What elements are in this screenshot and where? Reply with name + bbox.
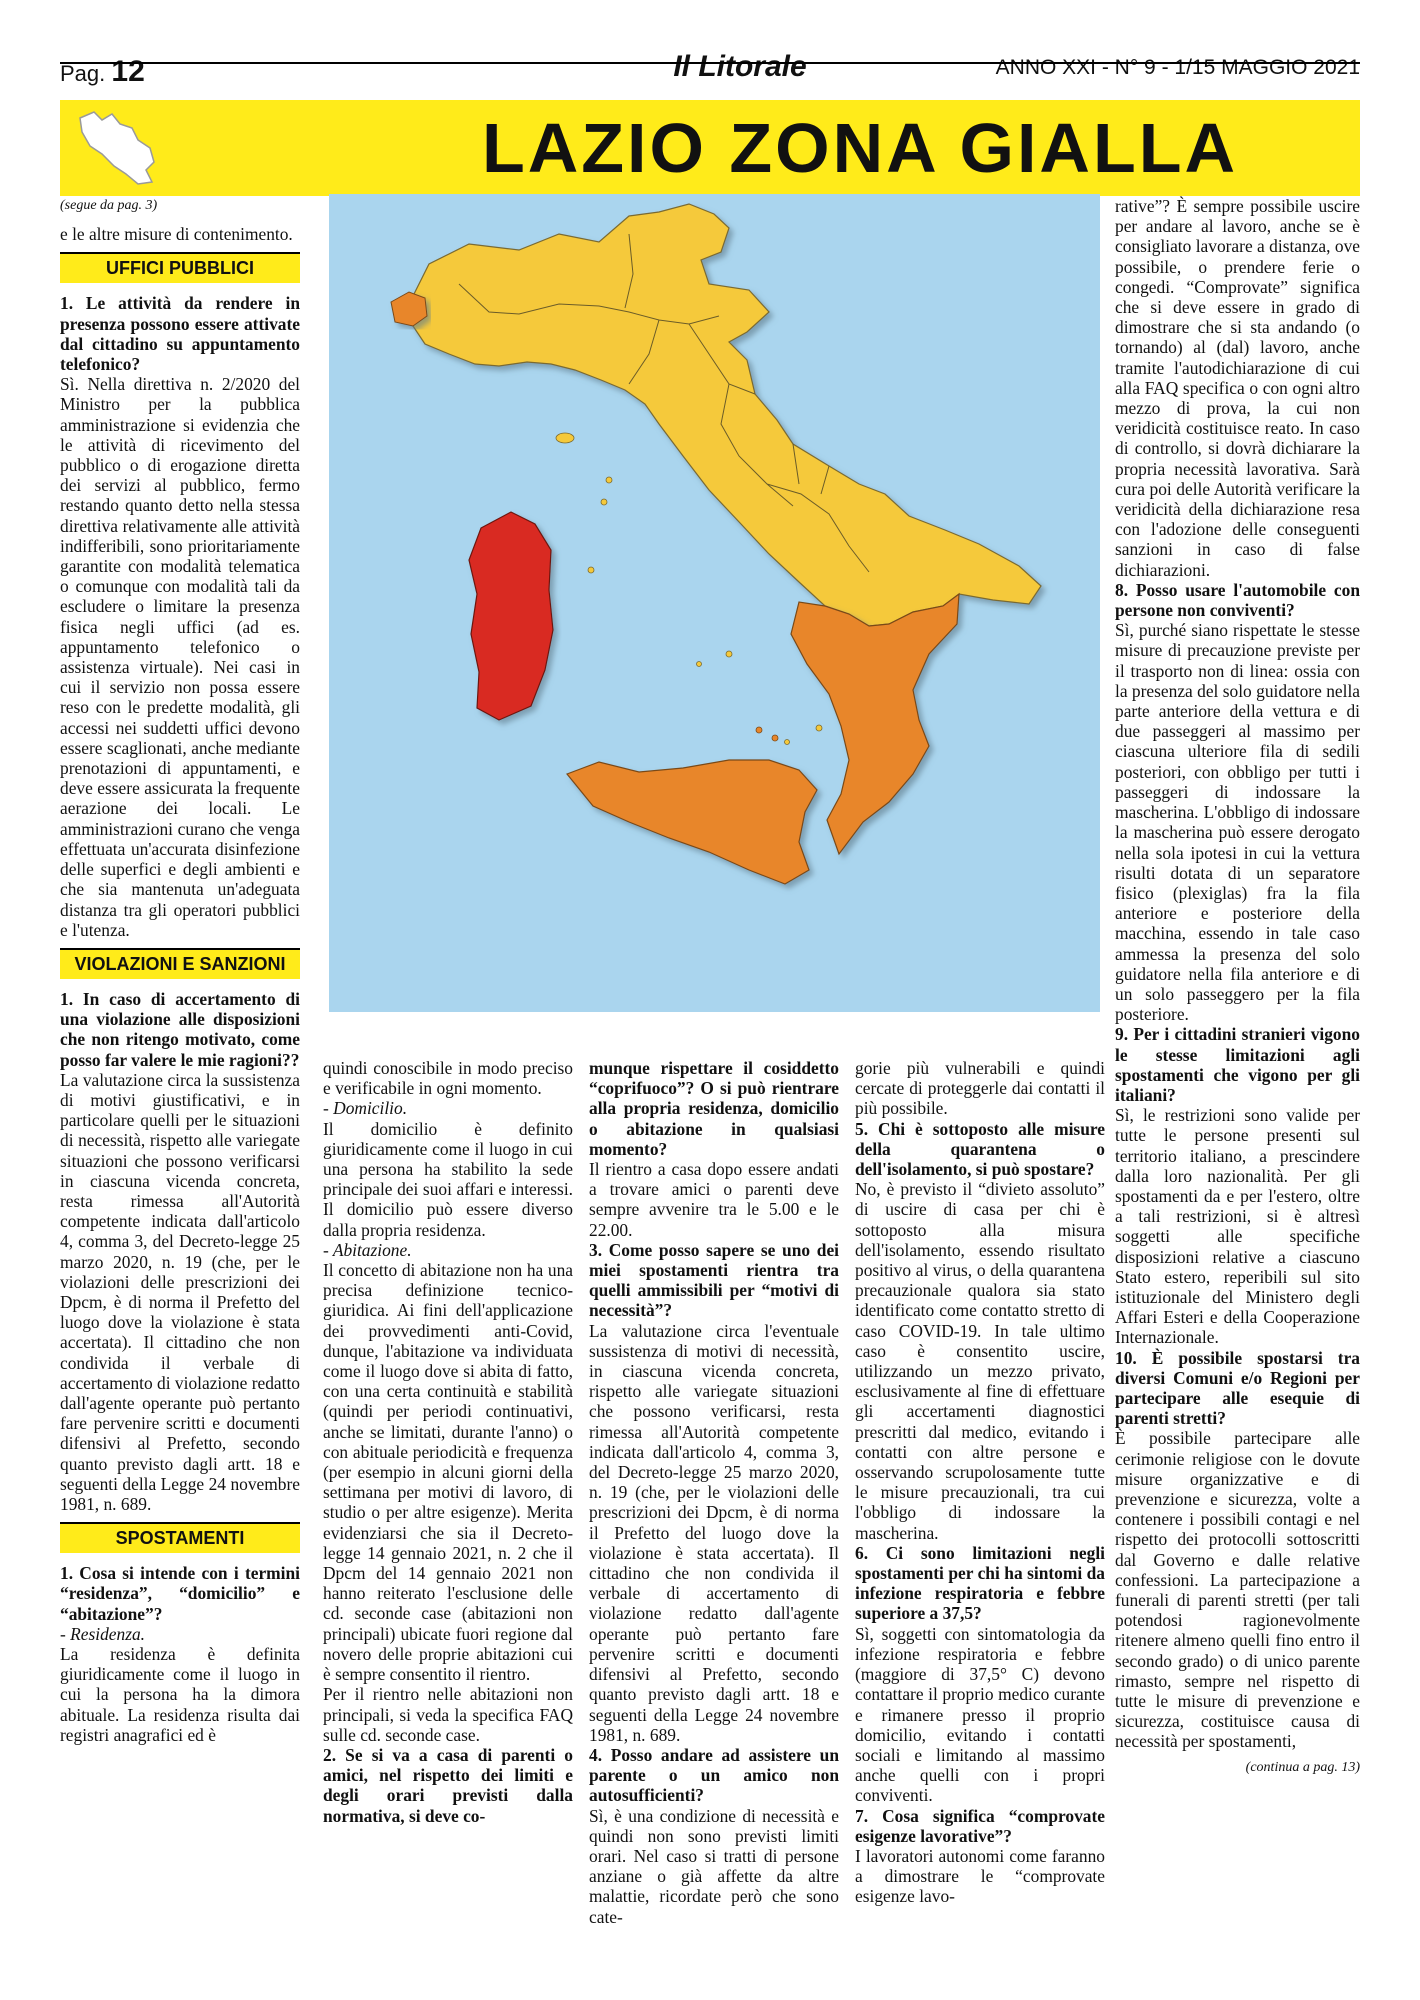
paragraph: e le altre misure di contenimento. [60,224,293,245]
continues-on: (continua a pag. 13) [1245,1759,1360,1775]
column-2 [323,1058,573,1826]
south-orange-zone [791,594,959,854]
answer-text: La valutazione circa la sussistenza di motivi giustificativi, e in particolare quelli per le situazioni di necessità, rispetto alle variegate situazioni che possono verificarsi in ciascuna vicenda concreta, resta rimessa all'Autorità competente indicata dall'articolo 4, comma 3, del Decreto-legge 25 marzo 2020, n. 19 (che, per le violazioni delle prescrizioni dei Dpcm, è di norma il Prefetto del luogo dove la violazione è stata accertata). Il cittadino che non condivida il verbale di accertamento di violazione redatto dall'agente operante può pertanto fare pervenire scritti e documenti difensivi al Prefetto, secondo quanto previsto dagli artt. 18 e seguenti della Legge 24 novembre 1981, n. 689. [60,1069,300,1514]
column-4 [855,1058,1105,1907]
answer-text: È possibile partecipare alle cerimonie religiose con le dovute misure organizzative e di prevenzione e sicurezza, volte a contenere i possibili contagi e nel rispetto dei protocolli sottoscritti dal Governo e dalle relative confessioni. La partecipazione a funerali di parenti stretti (per tali potendosi ragionevolmente ritenere almeno quelli fino entro il secondo grado) o di unico parente rimasto, sempre nel rispetto di tutte le misure di prevenzione e sicurezza, costituisce causa di necessità per spostamenti, [1115,1428,1360,1752]
page-number [60,55,145,89]
question-heading: 4. Posso andare ad assistere un parente o un amico non autosufficienti? [589,1744,839,1806]
tiny-orange-islands [756,727,778,741]
section-violazioni-sanzioni: VIOLAZIONI E SANZIONI [60,948,300,979]
question-heading: 2. Se si va a casa di parenti o amici, nel rispetto dei limiti e degli orari previsti dalla normativa, si deve co- [323,1744,573,1826]
answer-text: Sì, purché siano rispettate le stesse misure di precauzione previste per il trasporto non di linea: ossia con la presenza del solo guidatore nella parte anteriore della vettura e di due passeggeri al massimo per ciascuna ulteriore fila di sedili posteriori, con obbligo per tutti i passeggeri di indossare la mascherina. L'obbligo di indossare la mascherina può essere derogato nella sola ipotesi in cui la vettura risulti dotata di un separatore fisico (plexiglas) fra la fila anteriore e posteriore della macchina, essendo in tale caso ammessa la presenza del solo guidatore nella fila anteriore e di un solo passeggero per la fila posteriore. [1115,620,1360,1025]
subheading: - Abitazione. [323,1239,412,1260]
answer-text: Sì, soggetti con sintomatologia da infezione respiratoria e febbre (maggiore di 37,5° C) devono contattare il proprio medico curante e rimanere presso il proprio domicilio, evitando i contatti sociali e limitando al massimo anche quelli con i propri conviventi. [855,1623,1105,1806]
lazio-region-icon [68,108,160,188]
answer-text: Sì, è una condizione di necessità e quindi non sono previsti limiti orari. Nel caso si tratti di persone anziane o già affette da altre malattie, ricordate però che sono cate- [589,1805,839,1927]
question-heading: 8. Posso usare l'automobile con persone non conviventi? [1115,579,1360,621]
answer-text: I lavoratori autonomi come faranno a dimostrare le “comprovate esigenze lavo- [855,1845,1105,1907]
subheading: - Domicilio. [323,1098,408,1119]
column-3 [589,1058,839,1927]
paragraph: Il domicilio è definito giuridicamente come il luogo in cui una persona ha stabilito la sede principale dei suoi affari e interessi. Il domicilio può essere diverso dalla propria residenza. [323,1118,573,1240]
answer-text: La residenza è definita giuridicamente come il luogo in cui la persona ha la dimora abituale. La residenza risulta dai registri anagrafici ed è [60,1644,300,1745]
paragraph: rative”? È sempre possibile uscire per andare al lavoro, anche se è consigliato lavorare a distanza, ove possibile, o prendere ferie o congedi. “Comprovate” significa che si deve essere in grado di dimostrare che si sta andando (o tornando) al (dal) lavoro, anche tramite l'autodichiarazione di cui alla FAQ specifica o con ogni altro mezzo di prova, la cui non veridicità costituisce reato. In caso di controllo, si dovrà dichiarare la propria necessità lavorativa. Sarà cura poi delle Autorità verificare la veridicità della dichiarazione resa con l'adozione delle conseguenti sanzioni in caso di false dichiarazioni. [1115,196,1360,580]
question-heading: 1. In caso di accertamento di una violazione alle disposizioni che non ritengo motivato, come posso far valere le mie ragioni?? [60,988,300,1070]
page-number-value: 12 [111,55,145,88]
newspaper-name: Il Litorale [673,50,807,83]
section-uffici-pubblici: UFFICI PUBBLICI [60,252,300,283]
answer-text: No, è previsto il “divieto assoluto” di uscire di casa per chi è sottoposto alla misura dell'isolamento, essendo risultato positivo al virus, o della quarantena precauzionale qualora sia stato identificato come contatto stretto di caso COVID-19. In tale ultimo caso è consentito uscire, utilizzando un mezzo privato, esclusivamente al fine di effettuare gli accertamenti diagnostici prescritti dal medico, evitando i contatti con altre persone e osservando scrupolosamente tutte le misure precauzionali, tra cui l'obbligo di indossare la mascherina. [855,1179,1105,1543]
answer-text: Il rientro a casa dopo essere andati a trovare amici o parenti deve sempre avvenire tra le 5.00 e le 22.00. [589,1159,839,1240]
title-banner [60,100,1360,196]
question-heading: 6. Ci sono limitazioni negli spostamenti per chi ha sintomi da infezione respiratoria e febbre superiore a 37,5? [855,1542,1105,1624]
sicily-orange-zone [567,760,817,884]
question-heading: 7. Cosa significa “comprovate esigenze lavorative”? [855,1805,1105,1846]
question-heading: 10. È possibile spostarsi tra diversi Comuni e/o Regioni per partecipare alle esequie di parenti stretti? [1115,1347,1360,1429]
issue-info: ANNO XXI - N° 9 - 1/15 MAGGIO 2021 [995,56,1360,79]
page-prefix: Pag. [60,61,106,86]
question-heading: 5. Chi è sottoposto alle misure della quarantena o dell'isolamento, si può spostare? [855,1118,1105,1180]
answer-text: La valutazione circa l'eventuale sussistenza di motivi di necessità, in ciascuna vicenda concreta, rispetto alle variegate situazioni che possono verificarsi, resta rimessa all'Autorità competente indicata dall'articolo 4, comma 3, del Decreto-legge 25 marzo 2020, n. 19 (che, per le violazioni delle prescrizioni dei Dpcm, è di norma il Prefetto del luogo dove la violazione è stata accertata). Il cittadino che non condivida il verbale di accertamento di violazione redatto dall'agente operante può pertanto fare pervenire scritti e documenti difensivi al Prefetto, secondo quanto previsto dagli artt. 18 e seguenti della Legge 24 novembre 1981, n. 689. [589,1320,839,1745]
answer-text: Sì, le restrizioni sono valide per tutte le persone presenti sul territorio italiano, a prescindere dalla loro nazionalità. Per gli spostamenti da e per l'estero, oltre a tali restrizioni, si è altresì soggetti alle specifiche disposizioni relative a ciascuno Stato estero, reperibili sul sito istituzionale del Ministero degli Affari Esteri e della Cooperazione Internazionale. [1115,1105,1360,1348]
question-heading: 9. Per i cittadini stranieri vigono le stesse limitazioni agli spostamenti che vigono per gli italiani? [1115,1024,1360,1105]
paragraph: quindi conoscibile in modo preciso e verificabile in ogni momento. [323,1058,573,1099]
column-5 [1115,196,1360,1778]
italy-zones-map [329,194,1100,1012]
sardinia-red-zone [469,512,553,720]
question-heading: 1. Le attività da rendere in presenza possono essere attivate dal cittadino su appuntamento telefonico? [60,293,300,375]
question-heading: munque rispettare il cosiddetto “coprifuoco”? O si può rientrare alla propria residenza, domicilio o abitazione in qualsiasi momento? [589,1058,839,1159]
paragraph: Il concetto di abitazione non ha una precisa definizione tecnico-giuridica. Ai fini dell'applicazione dei provvedimenti anti-Covid, dunque, l'abitazione va individuata come il luogo dove si abita di fatto, con una certa continuità e stabilità (quindi per periodi continuativi, anche se limitati, durante l'anno) o con abituale periodicità e frequenza (per esempio in alcuni giorni della settimana per motivi di lavoro, di studio o per altre esigenze). Merita evidenziarsi che sia il Decreto-legge 14 gennaio 2021, n. 2 che il Dpcm del 14 gennaio 2021 non hanno reiterato l'esclusione delle cd. seconde case (abitazioni non principali) ubicate fuori regione dal novero delle proprie abitazioni cui è sempre consentito il rientro. [323,1260,573,1685]
answer-text: Sì. Nella direttiva n. 2/2020 del Ministro per la pubblica amministrazione si evidenzia che le attività di ricevimento del pubblico o di erogazione diretta dei servizi al pubblico, fermo restando quanto detto nella stessa direttiva relativamente alle attività indifferibili, sono prioritariamente garantite con modalità telematica o comunque con modalità tali da escludere o limitare la presenza fisica negli uffici (ad es. appuntamento telefonico o assistenza virtuale). Nei casi in cui il servizio non possa essere reso con le predette modalità, gli accessi nei suddetti uffici devono essere scaglionati, anche mediante prenotazioni di appuntamenti, e deve essere assicurata la frequente aerazione dei locali. Le amministrazioni curano che venga effettuata un'accurata disinfezione delle superfici e degli ambienti e che sia mantenuta un'adeguata distanza tra gli operatori pubblici e l'utenza. [60,374,300,940]
continued-from: (segue da pag. 3) [60,198,158,213]
question-heading: 3. Come posso sapere se uno dei miei spostamenti rientra tra quelli ammissibili per “motivi di necessità”? [589,1239,839,1321]
page-title: LAZIO ZONA GIALLA [481,109,1239,187]
header-rule [60,62,1360,64]
paragraph: Per il rientro nelle abitazioni non principali, si veda la specifica FAQ sulle cd. seconde case. [323,1684,573,1745]
column-1 [60,196,300,1745]
section-spostamenti: SPOSTAMENTI [60,1522,300,1553]
question-heading: 1. Cosa si intende con i termini “residenza”, “domicilio” e “abitazione”? [60,1563,300,1624]
subheading: - Residenza. [60,1623,146,1644]
paragraph: gorie più vulnerabili e quindi cercate di proteggerle dai contatti il più possibile. [855,1058,1105,1119]
italy-map-svg [329,194,1100,1012]
